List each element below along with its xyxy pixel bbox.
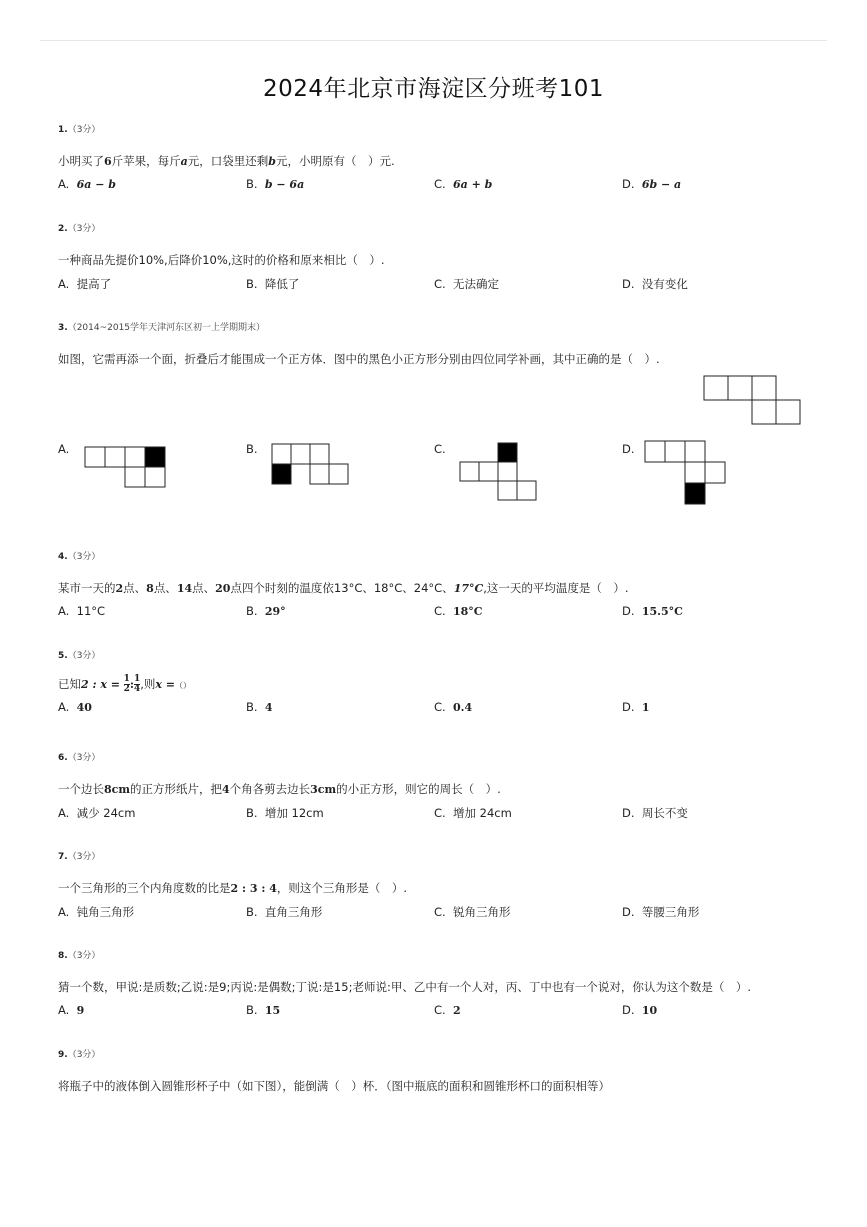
question-text: 小明买了6斤苹果，每斤a元，口袋里还剩b元，小明原有（ ）元. [58, 154, 395, 168]
option-a[interactable]: A. [58, 442, 70, 456]
option-b[interactable]: B. 29° [246, 604, 286, 618]
fraction-one-half: $\frac{1}{2}$ [123, 674, 130, 694]
question-text: 某市一天的2点、8点、14点、20点四个时刻的温度依13°C、18°C、24°C、17°C,这一天的平均温度是（ ）. [58, 581, 629, 595]
options [58, 1003, 818, 1021]
question-text: 一种商品先提价10%,后降价10%,这时的价格和原来相比（ ）. [58, 253, 385, 267]
question-number: 6. [58, 753, 68, 763]
top-divider [40, 40, 827, 41]
question-7 [58, 849, 818, 922]
question-text: 已知2 : x = $\frac{1}{2}$ : $\frac{1}{4}$ ,则x =（） [58, 674, 191, 694]
question-score: （2014~2015学年天津河东区初一上学期期末） [67, 323, 266, 333]
question-score: （3分） [67, 125, 101, 135]
question-text: 一个边长8cm的正方形纸片，把4个角各剪去边长3cm的小正方形，则它的周长（ ）. [58, 782, 501, 796]
option-b[interactable]: B. 4 [246, 700, 273, 714]
question-2 [58, 221, 818, 294]
question-number: 9. [58, 1050, 68, 1060]
options [58, 700, 818, 718]
option-c[interactable]: C. 2 [434, 1003, 461, 1017]
question-9 [58, 1047, 818, 1094]
option-b[interactable]: B. 增加 12cm [246, 806, 324, 820]
question-number: 3. [58, 323, 68, 333]
question-1 [58, 122, 818, 195]
question-number: 4. [58, 552, 68, 562]
question-score: （3分） [67, 552, 101, 562]
question-number: 5. [58, 651, 68, 661]
option-b[interactable]: B. 15 [246, 1003, 281, 1017]
option-c[interactable]: C. [434, 442, 446, 456]
question-3 [58, 320, 818, 367]
question-score: （3分） [67, 753, 101, 763]
option-c[interactable]: C. 无法确定 [434, 277, 499, 291]
question-text: 将瓶子中的液体倒入圆锥形杯子中（如下图），能倒满（ ）杯．（图中瓶底的面积和圆锥形杯口的面积相等） [58, 1079, 610, 1093]
options [58, 276, 818, 294]
option-d-net[interactable] [644, 440, 730, 506]
question-score: （3分） [67, 224, 101, 234]
option-c[interactable]: C. 0.4 [434, 700, 473, 714]
question-number: 1. [58, 125, 68, 135]
option-d[interactable]: D. 6b − a [622, 177, 682, 191]
question-score: （3分） [67, 1050, 101, 1060]
question-text: 如图，它需再添一个面，折叠后才能围成一个正方体．图中的黑色小正方形分别由四位同学补画，其中正确的是（ ）. [58, 352, 660, 366]
options [58, 177, 818, 195]
option-a[interactable]: A. 40 [58, 700, 92, 714]
option-d[interactable]: D. 周长不变 [622, 806, 688, 820]
option-c[interactable]: C. 18°C [434, 604, 483, 618]
question-text: 猜一个数，甲说:是质数;乙说:是9;丙说:是偶数;丁说:是15;老师说:甲、乙中有一个人对，丙、丁中也有一个说对，你认为这个数是（ ）. [58, 980, 751, 994]
option-b-net[interactable] [271, 443, 353, 487]
option-a-net[interactable] [84, 446, 168, 490]
option-d[interactable]: D. 1 [622, 700, 650, 714]
question-8 [58, 948, 818, 1021]
option-b[interactable]: B. 直角三角形 [246, 905, 323, 919]
question-5 [58, 648, 818, 718]
question-score: （3分） [67, 951, 101, 961]
option-d[interactable]: D. 没有变化 [622, 277, 688, 291]
option-d[interactable]: D. 等腰三角形 [622, 905, 700, 919]
option-a[interactable]: A. 提高了 [58, 277, 112, 291]
option-a[interactable]: A. 11°C [58, 604, 106, 618]
question-score: （3分） [67, 852, 101, 862]
options [58, 604, 818, 622]
option-c-net[interactable] [459, 442, 539, 504]
option-c[interactable]: C. 增加 24cm [434, 806, 512, 820]
option-a[interactable]: A. 减少 24cm [58, 806, 136, 820]
question-number: 8. [58, 951, 68, 961]
options [58, 904, 818, 922]
option-d[interactable]: D. 15.5°C [622, 604, 683, 618]
option-a[interactable]: A. 9 [58, 1003, 85, 1017]
option-d[interactable]: D. [622, 442, 635, 456]
page-title: 2024年北京市海淀区分班考101 [263, 76, 604, 102]
question-score: （3分） [67, 651, 101, 661]
option-b[interactable]: B. b − 6a [246, 177, 305, 191]
option-c[interactable]: C. 6a + b [434, 177, 493, 191]
cube-net-figure [703, 375, 803, 427]
option-d[interactable]: D. 10 [622, 1003, 658, 1017]
option-a[interactable]: A. 6a − b [58, 177, 116, 191]
options [58, 805, 818, 823]
question-number: 7. [58, 852, 68, 862]
question-number: 2. [58, 224, 68, 234]
question-4 [58, 549, 818, 622]
option-b[interactable]: B. 降低了 [246, 277, 300, 291]
fraction-one-quarter: $\frac{1}{4}$ [133, 674, 141, 694]
option-b[interactable]: B. [246, 442, 258, 456]
option-a[interactable]: A. 钝角三角形 [58, 905, 135, 919]
option-c[interactable]: C. 锐角三角形 [434, 905, 511, 919]
question-text: 一个三角形的三个内角度数的比是2 : 3 : 4，则这个三角形是（ ）. [58, 881, 408, 895]
question-6 [58, 750, 818, 823]
